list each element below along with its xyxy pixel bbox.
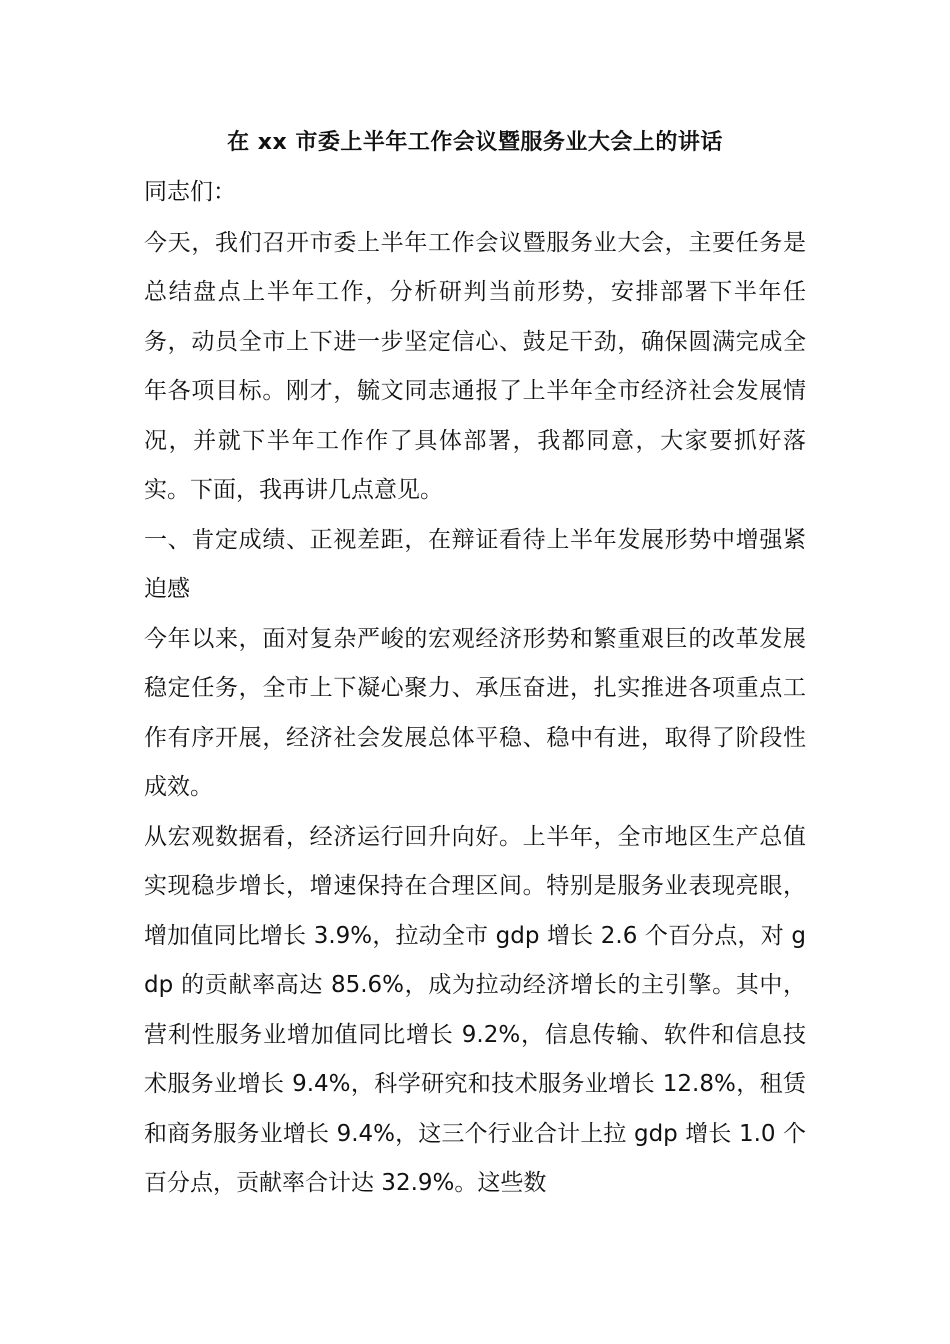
salutation: 同志们： bbox=[144, 179, 236, 205]
paragraph-achievements: 今年以来，面对复杂严峻的宏观经济形势和繁重艰巨的改革发展稳定任务，全市上下凝心聚力、承压奋进，扎实推进各项重点工作有序开展，经济社会发展总体平稳、稳中有进，取得了阶段性成效。 bbox=[144, 625, 806, 800]
document-title: 在 xx 市委上半年工作会议暨服务业大会上的讲话 bbox=[227, 130, 723, 155]
paragraph-macro-data: 从宏观数据看，经济运行回升向好。上半年，全市地区生产总值实现稳步增长，增速保持在合理区间。特别是服务业表现亮眼，增加值同比增长 3.9%，拉动全市 gdp 增长 2.6 个百分点，对 gdp 的贡献率高达 85.6%，成为拉动经济增长的主引擎。其中，营利性服务业增加值同比增长 9.2%，信息传输、软件和信息技术服务业增长 9.4%，科学研究和技术服务业增长 12.8%，租赁和商务服务业增长 9.4%，这三个行业合计上拉 gdp 增长 1.0 个百分点，贡献率合计达 32.9%。这些数 bbox=[144, 823, 806, 1196]
document-body bbox=[144, 118, 806, 1209]
section-heading-1: 一、肯定成绩、正视差距，在辩证看待上半年发展形势中增强紧迫感 bbox=[144, 526, 806, 602]
paragraph-opening: 今天，我们召开市委上半年工作会议暨服务业大会，主要任务是总结盘点上半年工作，分析研判当前形势，安排部署下半年任务，动员全市上下进一步坚定信心、鼓足干劲，确保圆满完成全年各项目标。刚才，毓文同志通报了上半年全市经济社会发展情况，并就下半年工作作了具体部署，我都同意，大家要抓好落实。下面，我再讲几点意见。 bbox=[144, 229, 806, 503]
